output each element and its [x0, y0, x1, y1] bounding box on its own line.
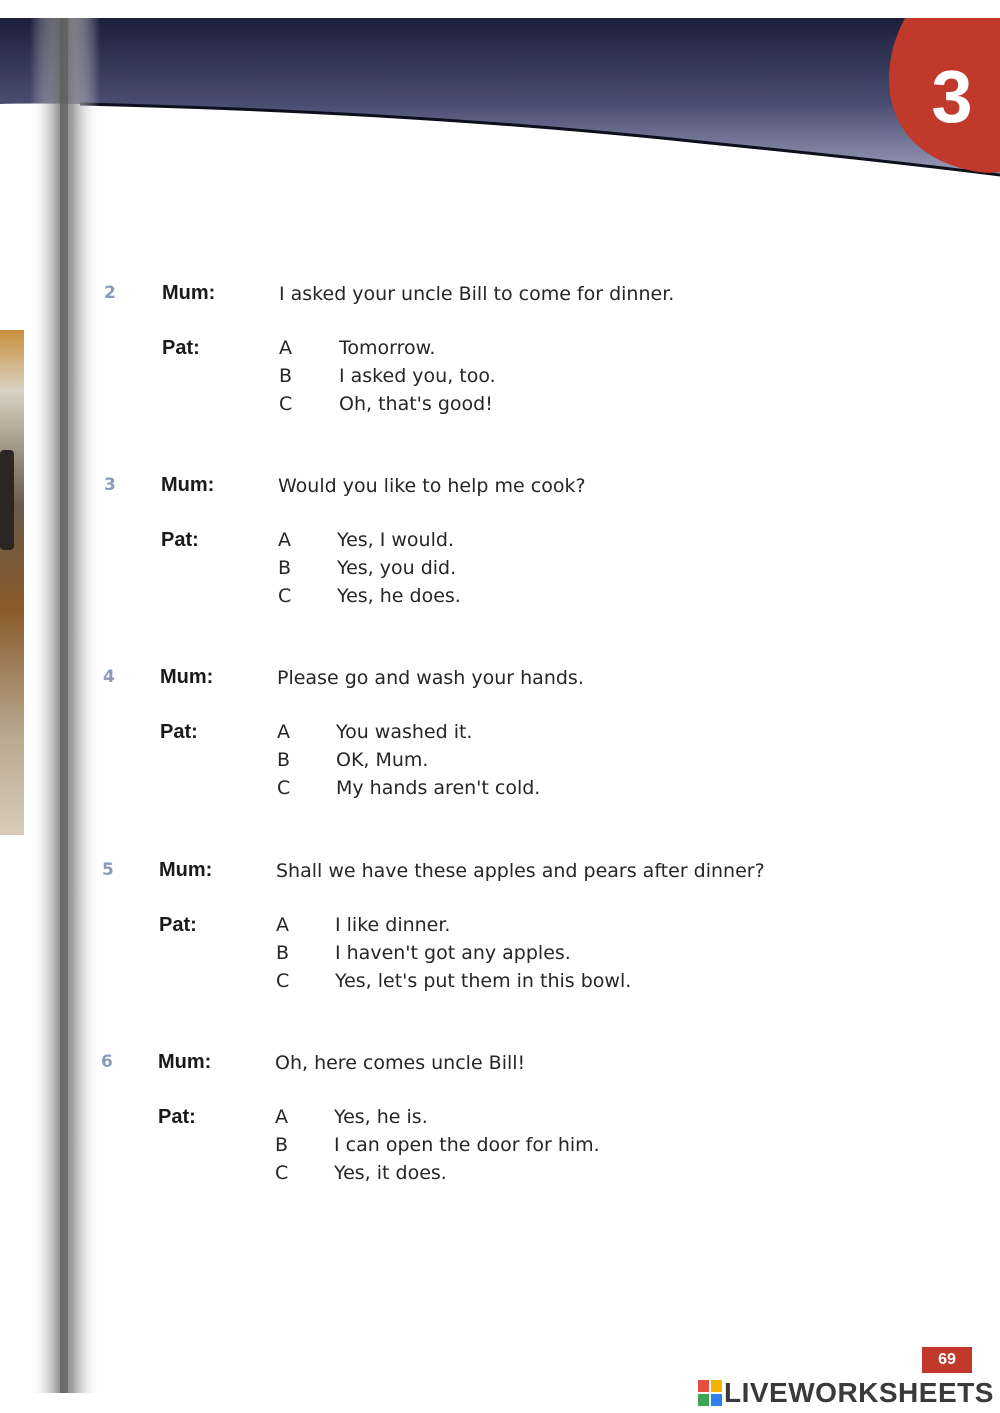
option-letter: C [275, 1162, 289, 1184]
page-number: 69 [922, 1347, 972, 1373]
option-letter: C [278, 585, 292, 607]
mum-line: Oh, here comes uncle Bill! [275, 1052, 526, 1074]
option-text[interactable]: Oh, that's good! [339, 393, 493, 415]
liveworksheets-watermark [698, 1376, 994, 1410]
mum-line: Shall we have these apples and pears after dinner? [276, 860, 765, 882]
option-letter: A [275, 1106, 288, 1128]
option-text[interactable]: Tomorrow. [339, 337, 436, 359]
option-text[interactable]: Yes, it does. [334, 1162, 447, 1184]
speaker-pat: Pat: [160, 721, 198, 743]
option-letter: C [276, 970, 290, 992]
speaker-pat: Pat: [159, 914, 197, 936]
question-number: 5 [102, 860, 114, 880]
option-text[interactable]: OK, Mum. [336, 749, 429, 771]
question-number: 3 [104, 475, 116, 495]
option-text[interactable]: Yes, he does. [337, 585, 461, 607]
speaker-pat: Pat: [161, 529, 199, 551]
option-letter: C [277, 777, 291, 799]
unit-number: 3 [931, 55, 973, 138]
option-letter: A [277, 721, 290, 743]
option-letter: C [279, 393, 293, 415]
speaker-mum: Mum: [160, 666, 214, 688]
option-text[interactable]: I haven't got any apples. [335, 942, 571, 964]
option-text[interactable]: My hands aren't cold. [336, 777, 541, 799]
option-letter: B [276, 942, 290, 964]
option-text[interactable]: I asked you, too. [339, 365, 496, 387]
option-text[interactable]: Yes, I would. [337, 529, 454, 551]
option-letter: B [275, 1134, 289, 1156]
mum-line: Would you like to help me cook? [278, 475, 586, 497]
option-text[interactable]: Yes, you did. [337, 557, 457, 579]
option-text[interactable]: I like dinner. [335, 914, 451, 936]
watermark-text: LIVEWORKSHEETS [724, 1377, 994, 1408]
mum-line: I asked your uncle Bill to come for dinner. [279, 283, 675, 305]
option-letter: A [276, 914, 289, 936]
option-text[interactable]: Yes, let's put them in this bowl. [335, 970, 632, 992]
speaker-mum: Mum: [159, 859, 213, 881]
speaker-mum: Mum: [162, 282, 216, 304]
speaker-pat: Pat: [158, 1106, 196, 1128]
question-number: 6 [101, 1052, 113, 1072]
option-letter: B [278, 557, 292, 579]
option-text[interactable]: You washed it. [336, 721, 473, 743]
option-letter: A [278, 529, 291, 551]
option-letter: B [277, 749, 291, 771]
speaker-mum: Mum: [158, 1051, 212, 1073]
option-text[interactable]: Yes, he is. [334, 1106, 428, 1128]
speaker-mum: Mum: [161, 474, 215, 496]
option-text[interactable]: I can open the door for him. [334, 1134, 600, 1156]
liveworksheets-logo-icon [698, 1380, 722, 1406]
option-letter: A [279, 337, 292, 359]
question-number: 4 [103, 667, 115, 687]
mum-line: Please go and wash your hands. [277, 667, 584, 689]
option-letter: B [279, 365, 293, 387]
question-number: 2 [104, 283, 116, 303]
speaker-pat: Pat: [162, 337, 200, 359]
